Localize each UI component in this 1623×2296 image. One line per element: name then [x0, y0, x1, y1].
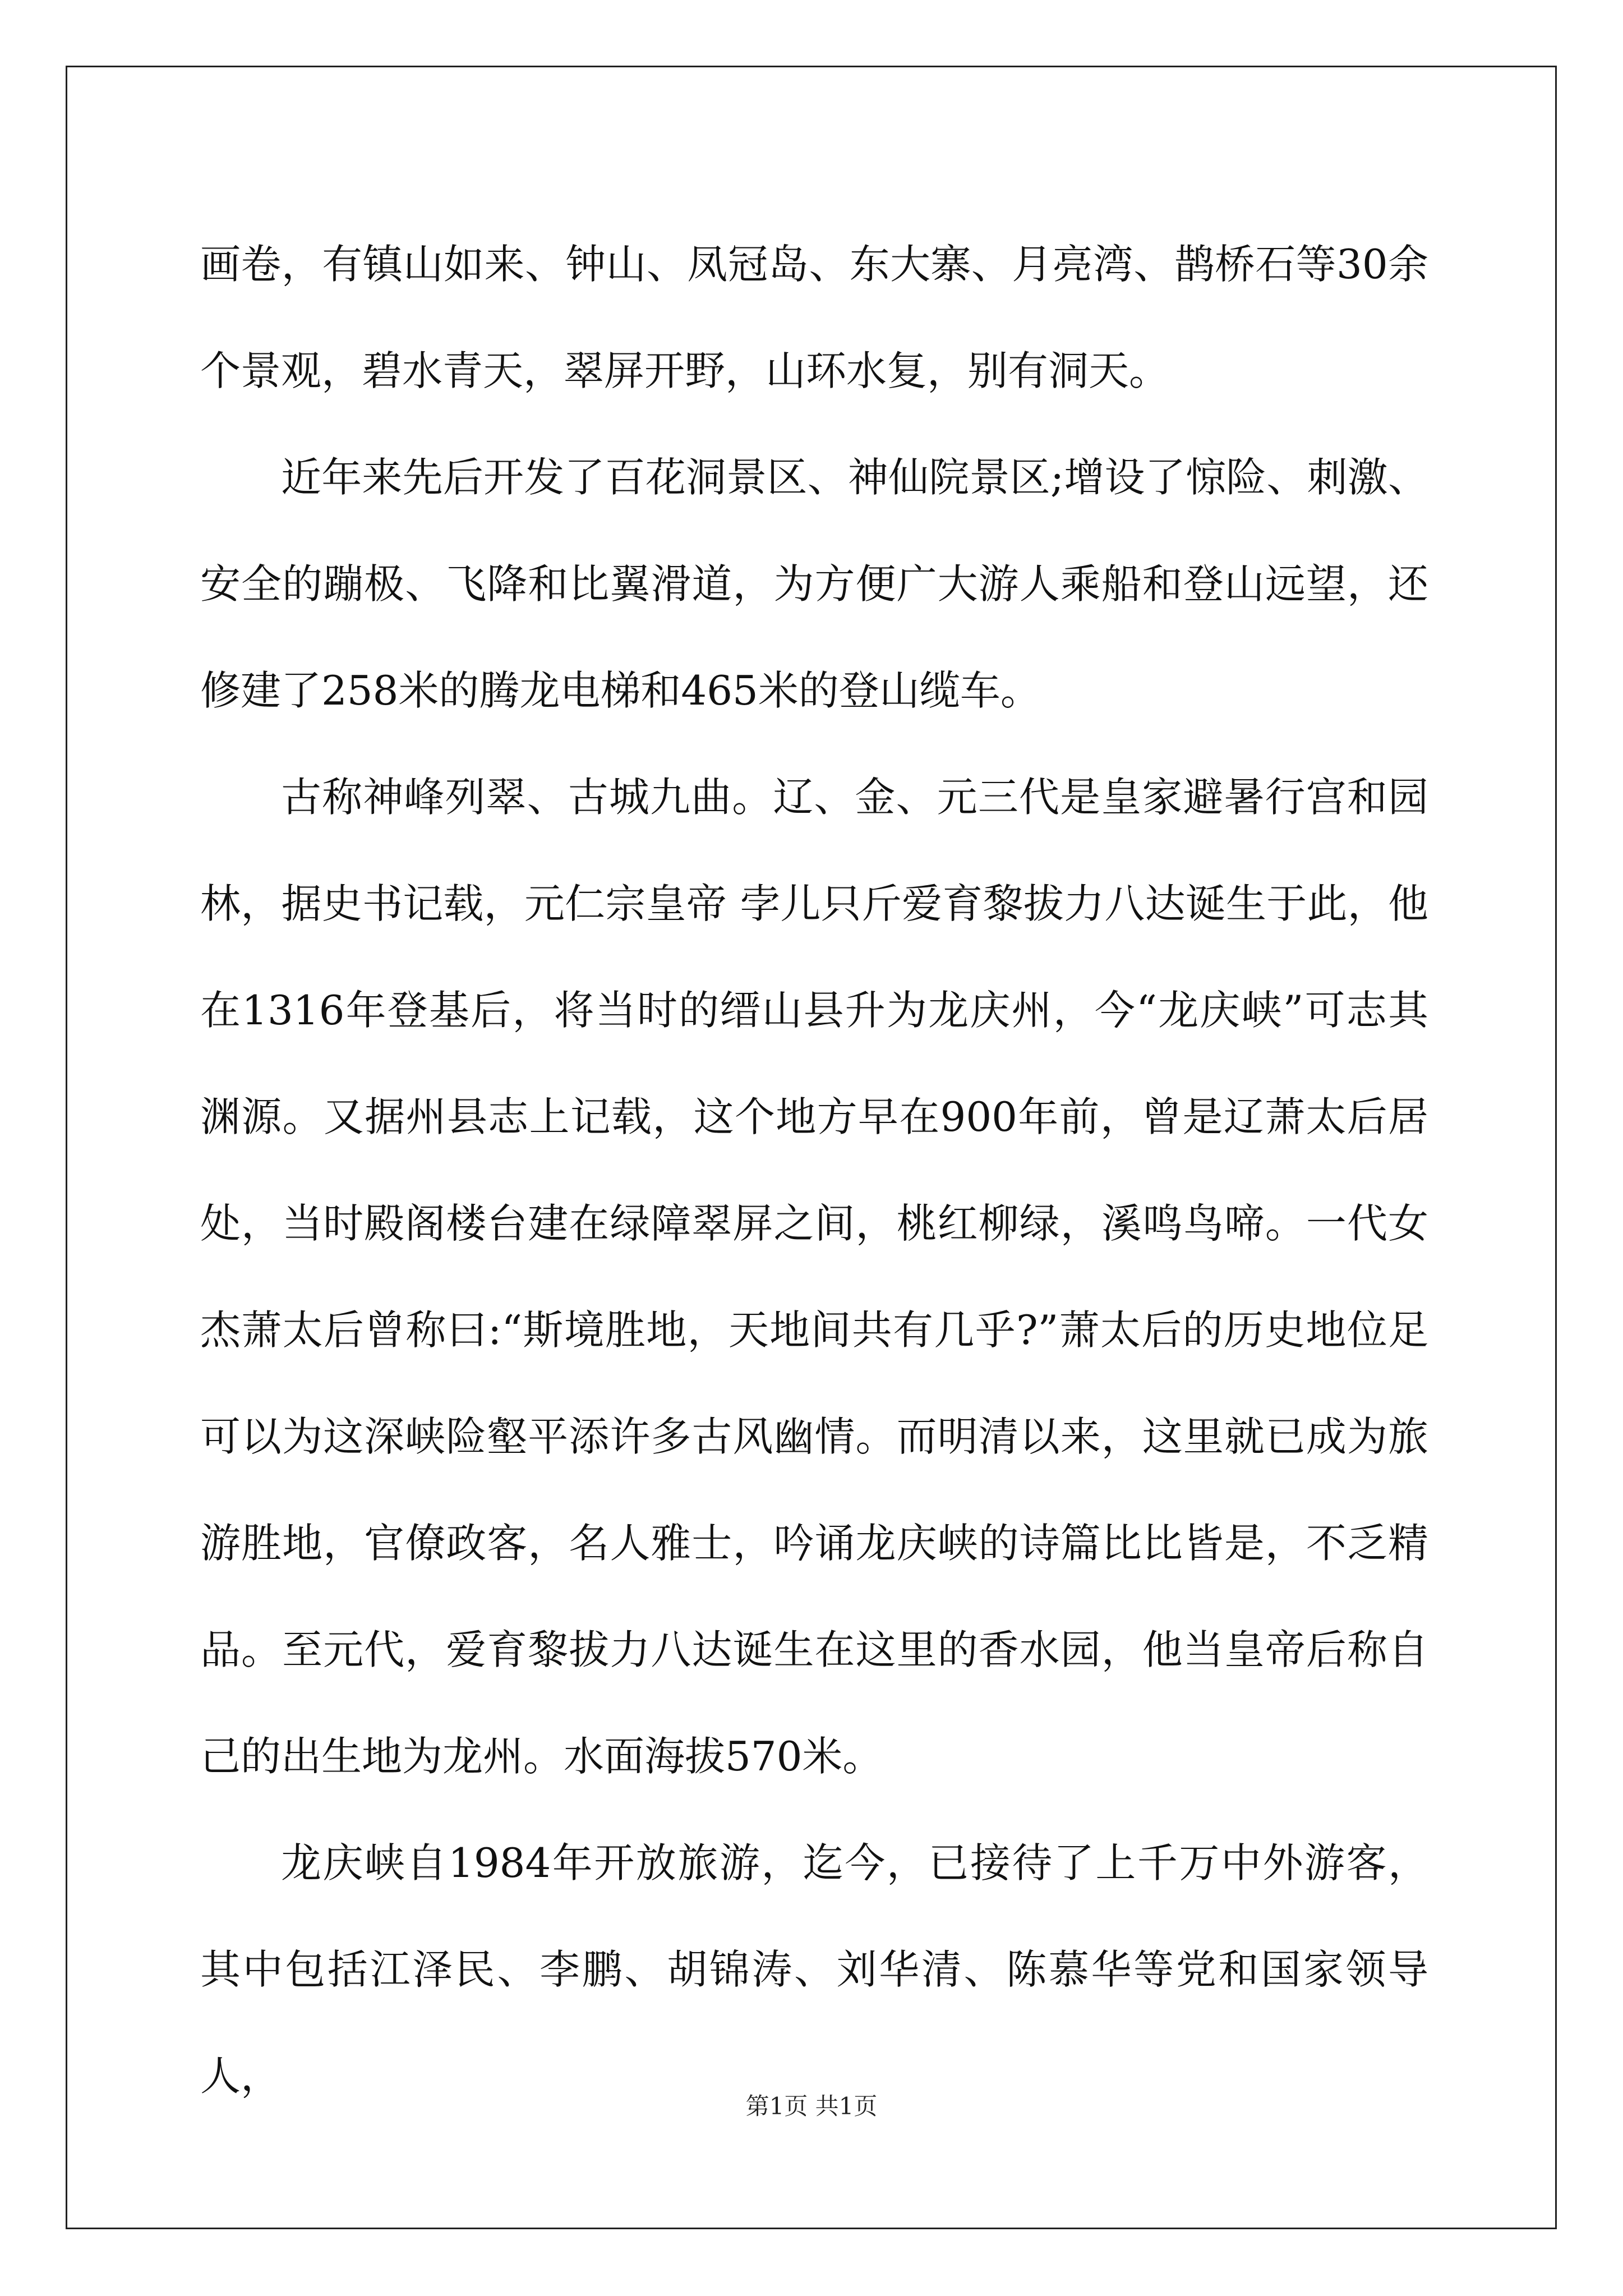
document-body: [200, 211, 1428, 2129]
paragraph-4: 龙庆峡自1984年开放旅游，迄今，已接待了上千万中外游客，其中包括江泽民、李鹏、胡锦涛、刘华清、陈慕华等党和国家领导人，: [200, 1839, 1428, 2100]
paragraph-1: 画卷，有镇山如来、钟山、凤冠岛、东大寨、月亮湾、鹊桥石等30余个景观，碧水青天，翠屏开野，山环水复，别有洞天。: [200, 241, 1428, 394]
paragraph-2: 近年来先后开发了百花洞景区、神仙院景区;增设了惊险、刺激、安全的蹦极、飞降和比翼滑道，为方便广大游人乘船和登山远望，还修建了258米的腾龙电梯和465米的登山缆车。: [200, 454, 1428, 714]
page-number-footer: 第1页 共1页: [745, 2092, 878, 2120]
paragraph-3: 古称神峰列翠、古城九曲。辽、金、元三代是皇家避暑行宫和园林，据史书记载，元仁宗皇帝 孛儿只斤爱育黎拔力八达诞生于此，他在1316年登基后，将当时的缙山县升为龙庆州，今“龙庆峡”可志其渊源。又据州县志上记载，这个地方早在900年前，曾是辽萧太后居处，当时殿阁楼台建在绿障翠屏之间，桃红柳绿，溪鸣鸟啼。一代女杰萧太后曾称曰:“斯境胜地，天地间共有几乎?”萧太后的历史地位足可以为这深峡险壑平添许多古风幽情。而明清以来，这里就已成为旅游胜地，官僚政客，名人雅士，吟诵龙庆峡的诗篇比比皆是，不乏精品。至元代，爱育黎拔力八达诞生在这里的香水园，他当皇帝后称自己的出生地为龙州。水面海拔570米。: [200, 774, 1428, 1780]
